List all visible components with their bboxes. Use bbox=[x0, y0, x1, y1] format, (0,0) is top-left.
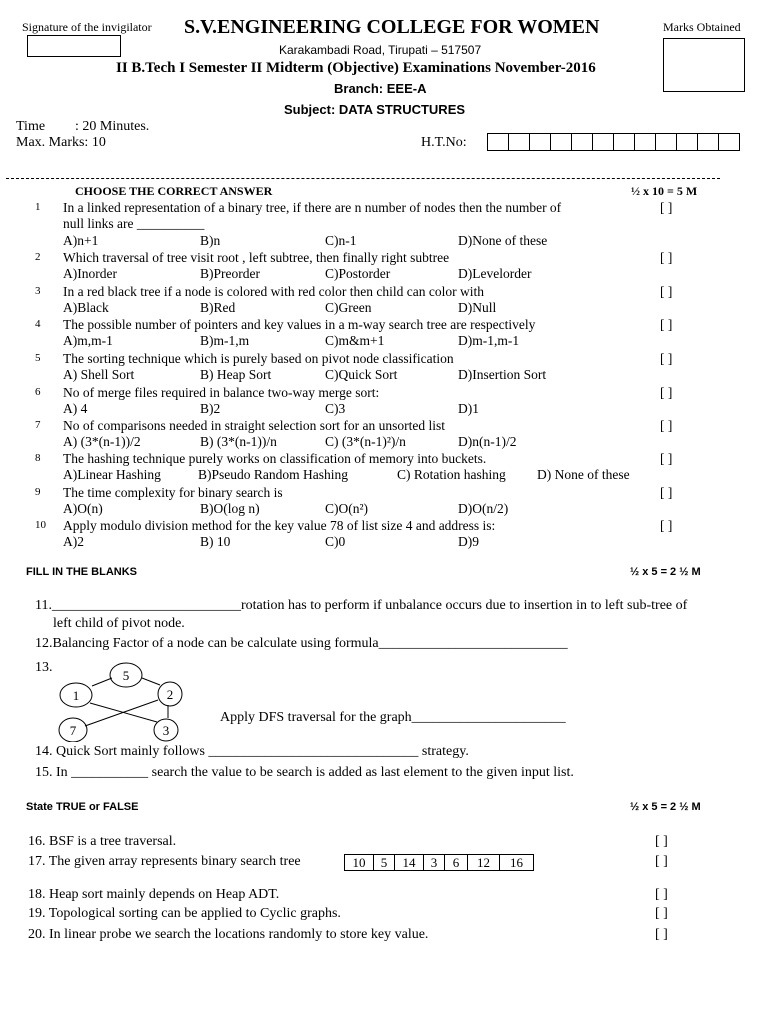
option-b[interactable]: B) Heap Sort bbox=[200, 367, 272, 382]
option-c[interactable]: C)Postorder bbox=[325, 266, 391, 281]
option-c[interactable]: C)3 bbox=[325, 401, 346, 416]
answer-bracket[interactable]: [ ] bbox=[660, 284, 673, 299]
question-12: 12.Balancing Factor of a node can be calculate using formula___________________________ bbox=[35, 636, 568, 651]
subject-label: Subject: DATA STRUCTURES bbox=[284, 102, 466, 117]
option-a[interactable]: A)m,m-1 bbox=[63, 333, 113, 348]
time-value: : 20 Minutes. bbox=[75, 119, 150, 134]
question-number: 10 bbox=[35, 519, 46, 531]
time-label: Time bbox=[16, 119, 46, 134]
option-a[interactable]: A) 4 bbox=[63, 401, 88, 416]
section2-marks: ½ x 5 = 2 ½ M bbox=[630, 566, 701, 578]
answer-bracket[interactable]: [ ] bbox=[655, 834, 668, 849]
htno-boxes[interactable] bbox=[487, 133, 741, 151]
array-cell: 5 bbox=[373, 854, 395, 871]
answer-bracket[interactable]: [ ] bbox=[655, 854, 668, 869]
option-a[interactable]: A) (3*(n-1))/2 bbox=[63, 434, 141, 449]
question-number: 7 bbox=[35, 419, 41, 431]
array-cell: 10 bbox=[344, 854, 374, 871]
option-c[interactable]: C)m&m+1 bbox=[325, 333, 385, 348]
answer-bracket[interactable]: [ ] bbox=[655, 887, 668, 902]
option-b[interactable]: B)2 bbox=[200, 401, 221, 416]
option-b[interactable]: B)Pseudo Random Hashing bbox=[198, 467, 348, 482]
question-number: 9 bbox=[35, 486, 41, 498]
graph-node-label: 1 bbox=[72, 688, 80, 703]
option-c[interactable]: C) (3*(n-1)²)/n bbox=[325, 434, 406, 449]
graph-node-label: 5 bbox=[122, 668, 130, 683]
option-d[interactable]: D)1 bbox=[458, 401, 479, 416]
question-number: 8 bbox=[35, 452, 41, 464]
question-20: 20. In linear probe we search the locations randomly to store key value. bbox=[28, 927, 429, 942]
option-c[interactable]: C)n-1 bbox=[325, 233, 357, 248]
answer-bracket[interactable]: [ ] bbox=[660, 351, 673, 366]
array-cell: 3 bbox=[423, 854, 445, 871]
option-d[interactable]: D)None of these bbox=[458, 233, 548, 248]
question-text: No of merge files required in balance two-way merge sort: bbox=[63, 385, 380, 400]
answer-bracket[interactable]: [ ] bbox=[660, 418, 673, 433]
question-number: 5 bbox=[35, 352, 41, 364]
answer-bracket[interactable]: [ ] bbox=[660, 518, 673, 533]
section2-title: FILL IN THE BLANKS bbox=[26, 566, 138, 578]
marks-obtained-box[interactable] bbox=[663, 38, 745, 92]
graph-node-label: 7 bbox=[69, 723, 77, 738]
answer-bracket[interactable]: [ ] bbox=[660, 485, 673, 500]
question-number: 2 bbox=[35, 251, 41, 263]
answer-bracket[interactable]: [ ] bbox=[655, 927, 668, 942]
array-cell: 16 bbox=[499, 854, 534, 871]
marks-obtained-label: Marks Obtained bbox=[663, 20, 741, 34]
question-number: 4 bbox=[35, 318, 41, 330]
option-a[interactable]: A)Black bbox=[63, 300, 109, 315]
question-15: 15. In ___________ search the value to be search is added as last element to the given input list. bbox=[35, 765, 574, 780]
option-c[interactable]: C)Green bbox=[325, 300, 372, 315]
option-b[interactable]: B)Red bbox=[200, 300, 236, 315]
graph-edge bbox=[85, 700, 158, 726]
answer-bracket[interactable]: [ ] bbox=[660, 451, 673, 466]
graph-edge bbox=[92, 678, 112, 686]
question-text: In a linked representation of a binary tree, if there are n number of nodes then the number of bbox=[63, 200, 562, 215]
divider bbox=[6, 178, 720, 179]
graph-node-label: 2 bbox=[166, 687, 174, 702]
question-number: 3 bbox=[35, 285, 41, 297]
question-13-text: Apply DFS traversal for the graph______________________ bbox=[220, 710, 566, 725]
question-text: Apply modulo division method for the key value 78 of list size 4 and address is: bbox=[63, 518, 496, 533]
section1-marks: ½ x 10 = 5 M bbox=[631, 184, 698, 198]
question-text: No of comparisons needed in straight selection sort for an unsorted list bbox=[63, 418, 446, 433]
option-d[interactable]: D)Insertion Sort bbox=[458, 367, 547, 382]
option-b[interactable]: B)m-1,m bbox=[200, 333, 250, 348]
htno-label: H.T.No: bbox=[421, 135, 467, 150]
question-text: The hashing technique purely works on classification of memory into buckets. bbox=[63, 451, 487, 466]
college-title: S.V.ENGINEERING COLLEGE FOR WOMEN bbox=[184, 16, 600, 38]
max-marks: Max. Marks: 10 bbox=[16, 135, 106, 150]
answer-bracket[interactable]: [ ] bbox=[655, 906, 668, 921]
question-text: The time complexity for binary search is bbox=[63, 485, 283, 500]
question-text: The possible number of pointers and key values in a m-way search tree are respectively bbox=[63, 317, 536, 332]
branch-label: Branch: EEE-A bbox=[334, 81, 427, 96]
section3-marks: ½ x 5 = 2 ½ M bbox=[630, 801, 701, 813]
question-16: 16. BSF is a tree traversal. bbox=[28, 834, 177, 849]
option-d[interactable]: D) None of these bbox=[537, 467, 630, 482]
question-11-cont: left child of pivot node. bbox=[53, 616, 185, 631]
section1-title: CHOOSE THE CORRECT ANSWER bbox=[75, 184, 273, 198]
option-a[interactable]: A)Linear Hashing bbox=[63, 467, 161, 482]
question-18: 18. Heap sort mainly depends on Heap ADT. bbox=[28, 887, 280, 902]
option-b[interactable]: B)O(log n) bbox=[200, 501, 260, 516]
exam-title: II B.Tech I Semester II Midterm (Objective) Examinations November-2016 bbox=[116, 60, 596, 76]
option-b[interactable]: B) (3*(n-1))/n bbox=[200, 434, 277, 449]
option-b[interactable]: B) 10 bbox=[200, 534, 231, 549]
invigilator-signature-box[interactable] bbox=[27, 35, 121, 57]
answer-bracket[interactable]: [ ] bbox=[660, 385, 673, 400]
invigilator-label: Signature of the invigilator bbox=[22, 20, 152, 34]
question-13: 13. bbox=[35, 660, 53, 675]
option-d[interactable]: D)m-1,m-1 bbox=[458, 333, 520, 348]
option-a[interactable]: A) Shell Sort bbox=[63, 367, 135, 382]
graph-edge bbox=[142, 678, 160, 685]
option-d[interactable]: D)Null bbox=[458, 300, 497, 315]
option-b[interactable]: B)Preorder bbox=[200, 266, 260, 281]
graph-figure bbox=[50, 660, 190, 742]
graph-node-label: 3 bbox=[162, 723, 170, 738]
question-19: 19. Topological sorting can be applied to Cyclic graphs. bbox=[28, 906, 341, 921]
option-a[interactable]: A)2 bbox=[63, 534, 84, 549]
question-11: 11.___________________________rotation has to perform if unbalance occurs due to insertion in to left sub-tree of bbox=[35, 598, 688, 613]
array-cell: 14 bbox=[394, 854, 424, 871]
question-number: 6 bbox=[35, 386, 41, 398]
option-c[interactable]: C)O(n²) bbox=[325, 501, 369, 516]
question-number: 1 bbox=[35, 201, 41, 213]
option-d[interactable]: D)O(n/2) bbox=[458, 501, 509, 516]
array-cell: 6 bbox=[444, 854, 468, 871]
question-text-cont: null links are __________ bbox=[63, 216, 205, 231]
option-c[interactable]: C)0 bbox=[325, 534, 346, 549]
option-c[interactable]: C) Rotation hashing bbox=[397, 467, 506, 482]
answer-bracket[interactable]: [ ] bbox=[660, 200, 673, 215]
question-17: 17. The given array represents binary search tree bbox=[28, 854, 301, 869]
answer-bracket[interactable]: [ ] bbox=[660, 317, 673, 332]
option-d[interactable]: D)n(n-1)/2 bbox=[458, 434, 517, 449]
array-table bbox=[344, 854, 534, 871]
option-d[interactable]: D)Levelorder bbox=[458, 266, 532, 281]
answer-bracket[interactable]: [ ] bbox=[660, 250, 673, 265]
college-address: Karakambadi Road, Tirupati – 517507 bbox=[279, 43, 482, 57]
option-a[interactable]: A)Inorder bbox=[63, 266, 117, 281]
question-text: In a red black tree if a node is colored with red color then child can color with bbox=[63, 284, 484, 299]
option-a[interactable]: A)n+1 bbox=[63, 233, 99, 248]
section3-title: State TRUE or FALSE bbox=[26, 801, 139, 813]
option-c[interactable]: C)Quick Sort bbox=[325, 367, 398, 382]
array-cell: 12 bbox=[467, 854, 500, 871]
option-d[interactable]: D)9 bbox=[458, 534, 479, 549]
question-text: The sorting technique which is purely based on pivot node classification bbox=[63, 351, 454, 366]
option-a[interactable]: A)O(n) bbox=[63, 501, 103, 516]
question-14: 14. Quick Sort mainly follows ______________________________ strategy. bbox=[35, 744, 469, 759]
option-b[interactable]: B)n bbox=[200, 233, 221, 248]
question-text: Which traversal of tree visit root , left subtree, then finally right subtree bbox=[63, 250, 450, 265]
